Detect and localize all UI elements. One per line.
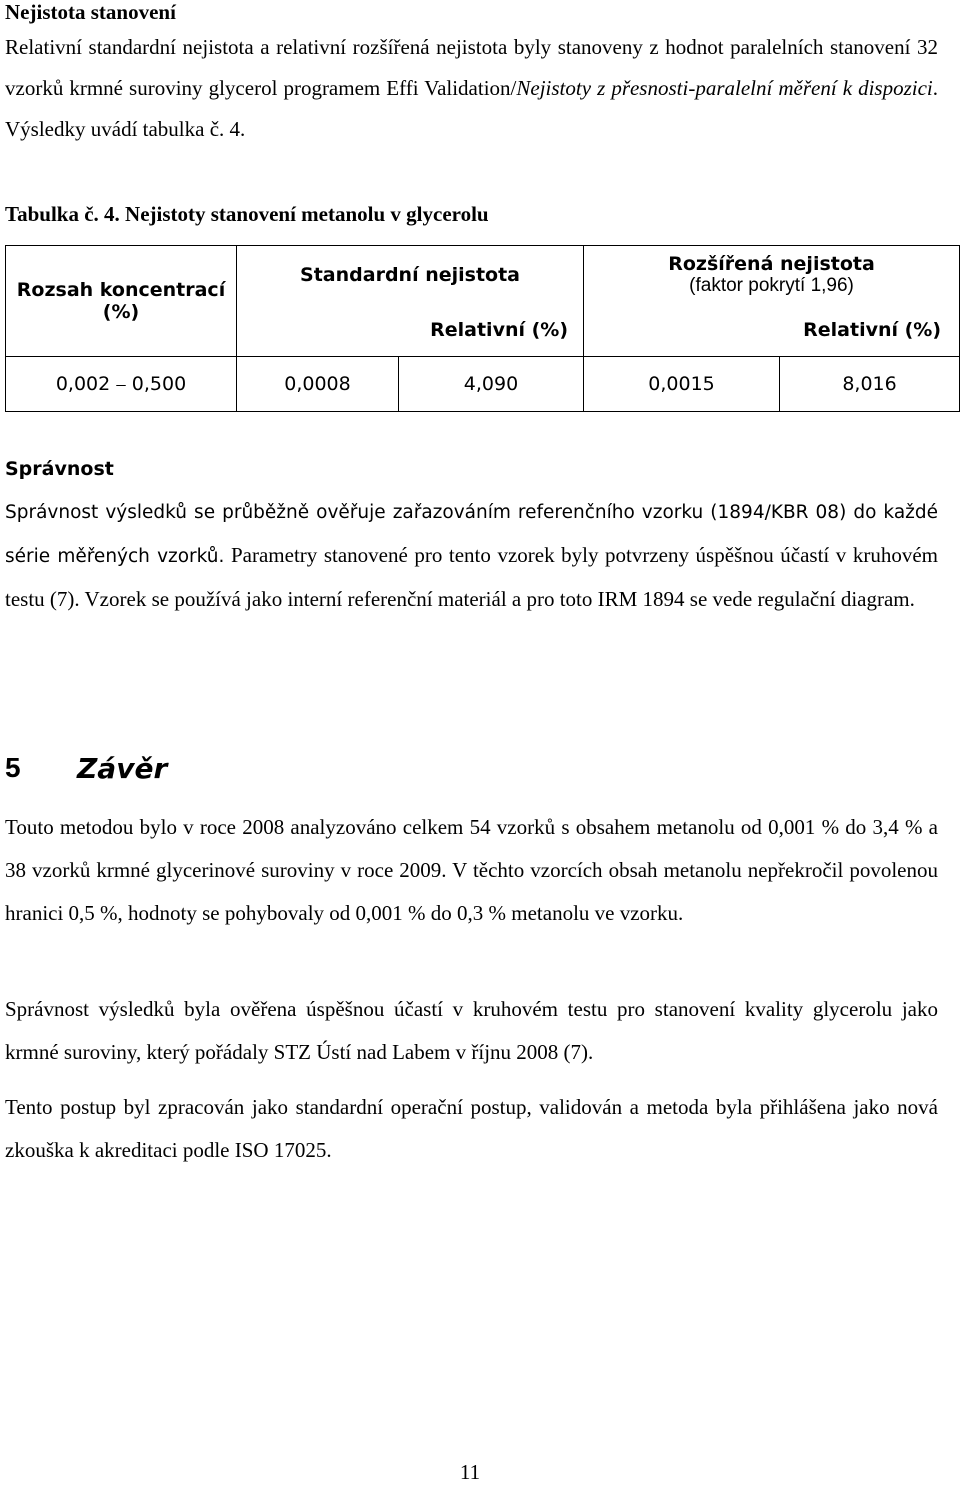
cell-exp-rel: 8,016 — [780, 357, 960, 412]
uncertainty-paragraph-tail: . Výsledky uvádí tabulka č. 4. — [5, 76, 938, 141]
uncertainty-table — [5, 245, 960, 412]
header-relative-standard-label: Relativní (%) — [430, 319, 569, 341]
table-row — [6, 357, 960, 412]
header-relative-expanded — [584, 304, 960, 357]
conclusion-paragraph-3: Tento postup byl zpracován jako standardní operační postup, validován a metoda byla přihlášena jako nová zkouška k akreditaci podle ISO 17025. — [5, 1095, 938, 1162]
header-relative-expanded-label: Relativní (%) — [803, 319, 942, 341]
header-standard-uncertainty: Standardní nejistota — [237, 246, 584, 305]
trueness-paragraph-sans: Správnost výsledků se průběžně ověřuje zařazováním referenčního vzorku (1894/KBR 08) do každé série měřených vzorků. — [5, 502, 938, 567]
chapter-number: 5 — [5, 752, 21, 783]
chapter-title: Závěr — [77, 752, 168, 785]
uncertainty-paragraph-italic: Nejistoty z přesnosti-paralelní měření k dispozici — [516, 76, 933, 100]
cell-exp-abs: 0,0015 — [584, 357, 780, 412]
conclusion-paragraph-1: Touto metodou bylo v roce 2008 analyzováno celkem 54 vzorků s obsahem metanolu od 0,001 % do 3,4 % a 38 vzorků krmné glycerinové suroviny v roce 2009. V těchto vzorcích obsah metanolu nepřekročil povolenou hranici 0,5 %, hodnoty se pohybovaly od 0,001 % do 0,3 % metanolu ve vzorku. — [5, 815, 938, 925]
trueness-paragraph-serif: Parametry stanovené pro tento vzorek byly potvrzeny úspěšnou účastí v kruhovém testu (7). Vzorek se používá jako interní referenční materiál a pro toto IRM 1894 se vede regulační diagram. — [5, 543, 939, 611]
header-expanded-title: Rozšířená nejistota — [668, 253, 875, 275]
trueness-paragraph — [5, 490, 938, 621]
uncertainty-paragraph-text: Relativní standardní nejistota a relativní rozšířená nejistota byly stanoveny z hodnot paralelních stanovení 32 vzorků krmné suroviny glycerol programem Effi Validation/ — [5, 35, 938, 100]
header-expanded-uncertainty — [584, 246, 960, 305]
header-range: Rozsah koncentrací (%) — [6, 246, 237, 357]
header-relative-standard — [237, 304, 584, 357]
page-number: 11 — [459, 1460, 481, 1484]
table-caption: Tabulka č. 4. Nejistoty stanovení metanolu v glycerolu — [5, 202, 489, 226]
conclusion-paragraph-2: Správnost výsledků byla ověřena úspěšnou účastí v kruhovém testu pro stanovení kvality glycerolu jako krmné suroviny, který pořádaly STZ Ústí nad Labem v říjnu 2008 (7). — [5, 997, 938, 1064]
header-expanded-note: (faktor pokrytí 1,96) — [689, 275, 854, 296]
cell-std-abs: 0,0008 — [237, 357, 399, 412]
cell-range: 0,002 ⎯ 0,500 — [6, 357, 237, 412]
section-heading-trueness: Správnost — [5, 458, 114, 480]
uncertainty-paragraph — [5, 27, 938, 150]
cell-std-rel: 4,090 — [399, 357, 584, 412]
section-heading-uncertainty: Nejistota stanovení — [5, 0, 176, 24]
